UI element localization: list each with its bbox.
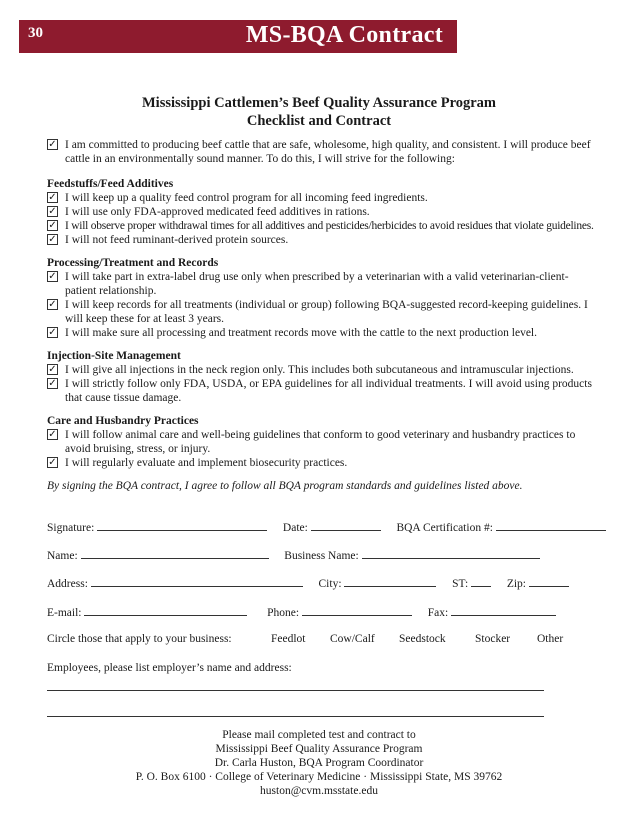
item-text: I will keep up a quality feed control program for all incoming feed ingredients.: [65, 192, 428, 204]
state-field[interactable]: [471, 576, 491, 587]
checklist-item: [47, 456, 595, 470]
footer-email[interactable]: huston@cvm.msstate.edu: [260, 785, 378, 797]
option-seedstock[interactable]: Seedstock: [399, 633, 446, 645]
footer-line: Please mail completed test and contract to: [222, 729, 416, 741]
checkbox-icon[interactable]: ✓: [48, 139, 57, 150]
business-name-field[interactable]: [362, 548, 540, 559]
checkbox-icon[interactable]: ✓: [48, 220, 57, 231]
bqa-cert-label: BQA Certification #:: [396, 522, 493, 534]
checkbox-icon[interactable]: ✓: [48, 429, 57, 440]
checkbox-icon[interactable]: ✓: [48, 206, 57, 217]
zip-label: Zip:: [506, 578, 526, 590]
document-title: MS-BQA Contract: [245, 22, 443, 48]
item-text: I will take part in extra-label drug use only when prescribed by a veterinarian with a valid veterinarian-client-patient relationship.: [65, 271, 569, 297]
email-label: E-mail:: [47, 607, 82, 619]
date-label: Date:: [282, 522, 308, 534]
item-text: I will not feed ruminant-derived protein sources.: [65, 234, 289, 246]
name-field[interactable]: [81, 548, 269, 559]
checklist-item: [47, 219, 595, 233]
checkbox-icon[interactable]: ✓: [48, 378, 57, 389]
checkbox-icon[interactable]: ✓: [48, 234, 57, 245]
employees-label: Employees, please list employer’s name and address:: [47, 662, 292, 674]
city-field[interactable]: [344, 576, 436, 587]
employer-line-2[interactable]: [47, 716, 544, 717]
checkbox-icon[interactable]: ✓: [48, 299, 57, 310]
option-other[interactable]: Other: [537, 633, 564, 645]
checklist-content: [47, 138, 595, 493]
name-label: Name:: [47, 550, 78, 562]
checklist-item: [47, 270, 595, 298]
business-name-label: Business Name:: [284, 550, 359, 562]
signature-field[interactable]: [97, 520, 267, 531]
checklist-item: [47, 233, 595, 247]
bqa-cert-field[interactable]: [496, 520, 606, 531]
program-title: Mississippi Cattlemen’s Beef Quality Assurance Program: [141, 95, 497, 111]
phone-label: Phone:: [267, 607, 300, 619]
checklist-item: [47, 363, 595, 377]
header-bar: [19, 20, 457, 53]
item-text: I will keep records for all treatments (individual or group) following BQA-suggested record-keeping guidelines. I will keep these for at least 3 years.: [65, 299, 588, 325]
footer-line: Dr. Carla Huston, BQA Program Coordinator: [214, 757, 424, 769]
item-text: I will give all injections in the neck region only. This includes both subcutaneous and intramuscular injections.: [65, 364, 574, 376]
checkbox-icon[interactable]: ✓: [48, 364, 57, 375]
section-processing: [47, 256, 595, 340]
item-text: I will make sure all processing and treatment records move with the cattle to the next production level.: [65, 327, 537, 339]
section-feedstuffs: [47, 177, 595, 247]
intro-statement: [47, 138, 595, 166]
checklist-item: [47, 191, 595, 205]
mailing-footer: [0, 728, 638, 798]
checklist-item: [47, 298, 595, 326]
section-heading: Injection-Site Management: [47, 350, 181, 362]
checkbox-icon[interactable]: ✓: [48, 271, 57, 282]
signing-agreement-note: By signing the BQA contract, I agree to follow all BQA program standards and guidelines listed above.: [47, 480, 523, 492]
fax-label: Fax:: [427, 607, 449, 619]
option-cow-calf[interactable]: Cow/Calf: [330, 633, 375, 645]
item-text: I will strictly follow only FDA, USDA, or EPA guidelines for all individual treatments. I will avoid using products that cause tissue damage.: [65, 378, 592, 404]
employer-line-1[interactable]: [47, 690, 544, 691]
item-text: I will regularly evaluate and implement biosecurity practices.: [65, 457, 348, 469]
address-field[interactable]: [91, 576, 303, 587]
checkbox-icon[interactable]: ✓: [48, 327, 57, 338]
footer-line: Mississippi Beef Quality Assurance Program: [215, 743, 423, 755]
section-care-husbandry: [47, 414, 595, 470]
checklist-item: [47, 205, 595, 219]
state-label: ST:: [452, 578, 469, 590]
item-text: I will use only FDA-approved medicated feed additives in rations.: [65, 206, 370, 218]
footer-address: P. O. Box 6100 · College of Veterinary Medicine · Mississippi State, MS 39762: [135, 771, 503, 783]
checklist-item: [47, 377, 595, 405]
section-heading: Care and Husbandry Practices: [47, 415, 199, 427]
date-field[interactable]: [311, 520, 381, 531]
phone-field[interactable]: [302, 605, 412, 616]
section-heading: Feedstuffs/Feed Additives: [47, 178, 174, 190]
checkbox-icon[interactable]: ✓: [48, 192, 57, 203]
checklist-item: [47, 428, 595, 456]
zip-field[interactable]: [529, 576, 569, 587]
fax-field[interactable]: [451, 605, 556, 616]
address-label: Address:: [47, 578, 88, 590]
email-field[interactable]: [84, 605, 247, 616]
option-stocker[interactable]: Stocker: [475, 633, 511, 645]
item-text: I will observe proper withdrawal times for all additives and pesticides/herbicides to avoid residues that violate guidelines.: [65, 220, 594, 232]
section-heading: Processing/Treatment and Records: [47, 257, 219, 269]
business-type-label: Circle those that apply to your business:: [47, 633, 232, 645]
checklist-title: Checklist and Contract: [246, 113, 392, 129]
option-feedlot[interactable]: Feedlot: [271, 633, 306, 645]
city-label: City:: [318, 578, 342, 590]
intro-text: I am committed to producing beef cattle that are safe, wholesome, high quality, and consistent. I will produce beef cattle in an environmentally sound manner. To do this, I will strive for the following:: [65, 139, 591, 165]
section-injection-site: [47, 349, 595, 405]
checklist-item: [47, 326, 595, 340]
checkbox-icon[interactable]: ✓: [48, 457, 57, 468]
item-text: I will follow animal care and well-being guidelines that conform to good veterinary and husbandry practices to avoid bruising, stress, or injury.: [65, 429, 576, 455]
page-number: 30: [28, 25, 43, 41]
signature-label: Signature:: [47, 522, 95, 534]
